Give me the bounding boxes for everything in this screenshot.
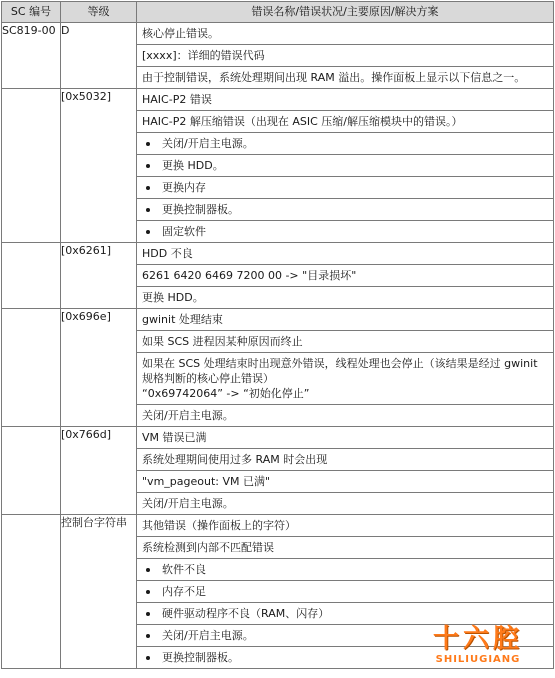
line-text: 如果在 SCS 处理结束时出现意外错误，线程处理也会停止（该结果是经过 gwinit 规格判断的核心停止错误） [142, 357, 538, 385]
line-text: 如果 SCS 进程因某种原因而终止 [142, 335, 303, 348]
table-header-row [2, 2, 554, 23]
description-line [137, 470, 553, 492]
description-line [137, 492, 553, 514]
table-row [2, 23, 554, 89]
sc-code-cell [2, 427, 61, 515]
line-text: [xxxx]：详细的错误代码 [142, 49, 265, 62]
line-text: 更换控制器板。 [162, 203, 239, 216]
table-row [2, 309, 554, 427]
line-text: 关闭/开启主电源。 [142, 497, 234, 510]
line-text: 关闭/开启主电源。 [162, 137, 254, 150]
line-text: gwinit 处理结束 [142, 313, 223, 326]
description-cell [137, 23, 554, 89]
level-cell: [0x696e] [61, 309, 137, 427]
table-body [2, 23, 554, 669]
header-level: 等级 [61, 2, 137, 23]
level-cell: [0x5032] [61, 89, 137, 243]
description-line [137, 404, 553, 426]
description-line [137, 330, 553, 352]
level-cell: [0x6261] [61, 243, 137, 309]
bullet-item [137, 176, 553, 198]
line-text: 更换控制器板。 [162, 651, 239, 664]
description-cell [137, 243, 554, 309]
bullet-item [137, 154, 553, 176]
line-text: VM 错误已满 [142, 431, 207, 444]
line-text: 内存不足 [162, 585, 206, 598]
level-cell: 控制台字符串 [61, 515, 137, 669]
description-line [137, 448, 553, 470]
line-text: 系统处理期间使用过多 RAM 时会出现 [142, 453, 328, 466]
description-line [137, 427, 553, 448]
description-line [137, 44, 553, 66]
watermark-cn: 十六腔 [432, 624, 523, 654]
line-text: 关闭/开启主电源。 [162, 629, 254, 642]
bullet-item [137, 580, 553, 602]
description-line [137, 23, 553, 44]
description-cell [137, 89, 554, 243]
line-text: 其他错误（操作面板上的字符） [142, 519, 296, 532]
sc-code-cell [2, 243, 61, 309]
level-cell: D [61, 23, 137, 89]
line-text: 由于控制错误，系统处理期间出现 RAM 溢出。操作面板上显示以下信息之一。 [142, 71, 526, 84]
line-text: 更换 HDD。 [162, 159, 224, 172]
line-subtext: “0x69742064” -> “初始化停止” [142, 387, 310, 400]
table-row [2, 89, 554, 243]
description-line [137, 89, 553, 110]
description-line [137, 243, 553, 264]
line-text: "vm_pageout: VM 已满" [142, 475, 271, 488]
line-text: HAIC-P2 解压缩错误（出现在 ASIC 压缩/解压缩模块中的错误。） [142, 115, 463, 128]
sc-code-cell [2, 309, 61, 427]
sc-code-cell [2, 515, 61, 669]
line-text: 硬件驱动程序不良（RAM、闪存） [162, 607, 330, 620]
header-description: 错误名称/错误状况/主要原因/解决方案 [137, 2, 554, 23]
description-cell [137, 427, 554, 515]
description-line [137, 264, 553, 286]
sc-code-cell: SC819-00 [2, 23, 61, 89]
description-line [137, 536, 553, 558]
header-sc-code: SC 编号 [2, 2, 61, 23]
line-text: 软件不良 [162, 563, 206, 576]
sc-code-cell [2, 89, 61, 243]
description-line [137, 352, 553, 404]
watermark-en: SHILIUGIANG [435, 654, 521, 665]
line-text: 核心停止错误。 [142, 27, 219, 40]
watermark-logo [413, 618, 543, 670]
bullet-item [137, 132, 553, 154]
bullet-item [137, 220, 553, 242]
line-text: HAIC-P2 错误 [142, 93, 212, 106]
description-line [137, 110, 553, 132]
bullet-item [137, 558, 553, 580]
line-text: 系统检测到内部不匹配错误 [142, 541, 274, 554]
bullet-item [137, 198, 553, 220]
table-row [2, 427, 554, 515]
level-cell: [0x766d] [61, 427, 137, 515]
line-text: 更换内存 [162, 181, 206, 194]
description-line [137, 66, 553, 88]
description-line [137, 515, 553, 536]
description-line [137, 309, 553, 330]
line-text: 6261 6420 6469 7200 00 -> "目录损坏" [142, 269, 357, 282]
line-text: 更换 HDD。 [142, 291, 204, 304]
line-text: 固定软件 [162, 225, 206, 238]
table-row [2, 243, 554, 309]
description-cell [137, 309, 554, 427]
line-text: HDD 不良 [142, 247, 193, 260]
sc-code-table [1, 1, 554, 669]
line-text: 关闭/开启主电源。 [142, 409, 234, 422]
description-line [137, 286, 553, 308]
